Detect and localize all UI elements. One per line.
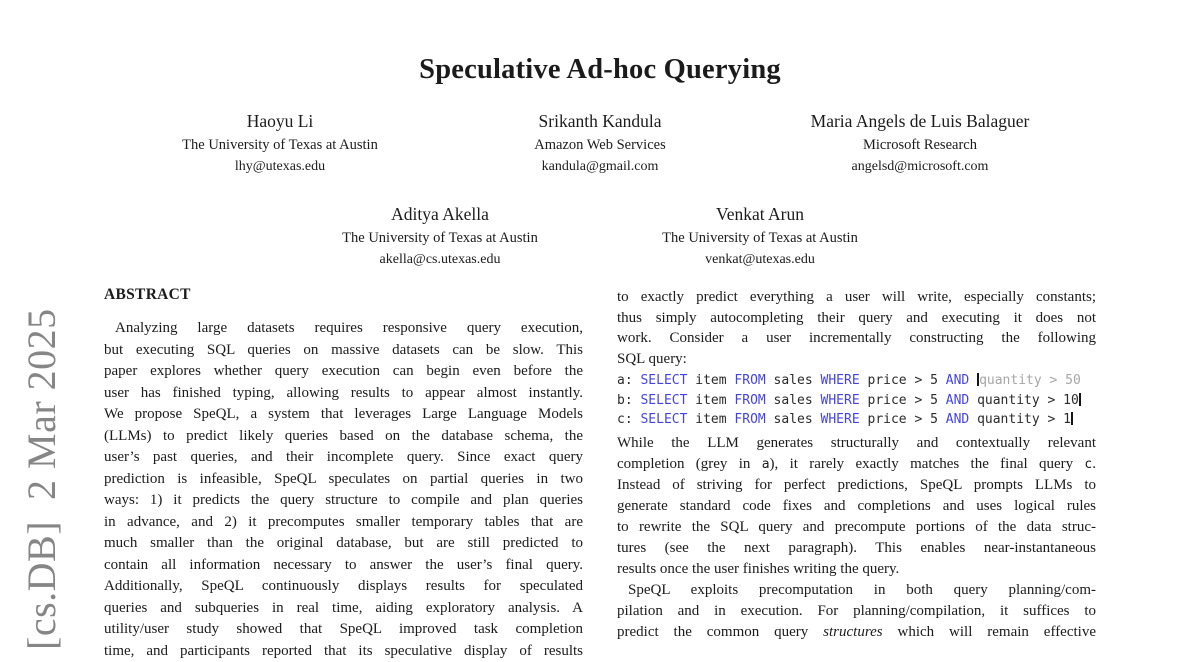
author-block xyxy=(740,108,1100,178)
text-segment: to rewrite the SQL query and precompute portions of the data struc- xyxy=(617,519,1096,535)
text-segment: sales xyxy=(766,393,821,408)
text-segment: sales xyxy=(766,412,821,427)
body-line xyxy=(104,340,583,362)
body-line xyxy=(104,555,583,577)
paper-title: Speculative Ad-hoc Querying xyxy=(0,54,1200,86)
author-affiliation: The University of Texas at Austin xyxy=(260,227,620,249)
body-line xyxy=(617,538,1096,559)
author-name: Maria Angels de Luis Balaguer xyxy=(740,108,1100,134)
text-segment: WHERE xyxy=(821,412,860,427)
body-line xyxy=(617,328,1096,349)
author-name: Aditya Akella xyxy=(260,201,620,227)
author-email: angelsd@microsoft.com xyxy=(740,156,1100,178)
author-affiliation: The University of Texas at Austin xyxy=(580,227,940,249)
author-affiliation: Amazon Web Services xyxy=(420,134,780,156)
author-email: lhy@utexas.edu xyxy=(100,156,460,178)
text-segment: quantity > 1 xyxy=(969,412,1071,427)
text-segment: contain all information necessary to answer the user’s final query. xyxy=(104,557,583,573)
body-line xyxy=(617,349,1096,370)
author-affiliation: Microsoft Research xyxy=(740,134,1100,156)
text-segment: Additionally, SpeQL continuously displays results for speculated xyxy=(104,578,583,594)
body-line xyxy=(104,447,583,469)
text-segment: quantity > 50 xyxy=(979,373,1081,388)
body-line xyxy=(104,576,583,598)
text-segment: ways: 1) it predicts the query structure to compile and plan queries xyxy=(104,492,583,508)
text-segment: prediction is infeasible, SpeQL speculates on partial queries in two xyxy=(104,471,583,487)
arxiv-watermark: [cs.DB] 2 Mar 2025 xyxy=(18,308,65,650)
text-segment: ), it rarely exactly matches the final query xyxy=(770,456,1085,472)
body-line xyxy=(617,454,1096,475)
text-segment: We propose SpeQL, a system that leverages Large Language Models xyxy=(104,406,583,422)
text-segment xyxy=(969,373,977,388)
body-line xyxy=(104,318,583,340)
text-segment: AND xyxy=(946,393,969,408)
text-segment: user has finished typing, allowing results to appear almost instantly. xyxy=(104,385,583,401)
abstract-heading: ABSTRACT xyxy=(104,286,191,304)
text-segment: SELECT xyxy=(640,412,687,427)
body-line xyxy=(617,601,1096,622)
text-segment: item xyxy=(687,393,734,408)
text-segment: to exactly predict everything a user will write, especially constants; xyxy=(617,289,1096,305)
author-email: kandula@gmail.com xyxy=(420,156,780,178)
text-cursor xyxy=(1071,412,1072,425)
author-block xyxy=(100,108,460,178)
body-paragraph xyxy=(617,580,1096,643)
body-line xyxy=(104,598,583,620)
text-segment: time, and participants reported that its speculative display of results xyxy=(104,643,583,659)
author-block xyxy=(580,201,940,271)
text-segment: SpeQL exploits precomputation in both query planning/com- xyxy=(628,582,1096,598)
body-line xyxy=(104,469,583,491)
text-segment: While the LLM generates structurally and contextually relevant xyxy=(617,435,1096,451)
body-line xyxy=(617,308,1096,329)
body-line xyxy=(617,496,1096,517)
text-segment: predict the common query xyxy=(617,624,823,640)
body-paragraph xyxy=(617,433,1096,580)
text-segment: sales xyxy=(766,373,821,388)
body-line xyxy=(617,475,1096,496)
text-segment: a: xyxy=(617,373,640,388)
text-segment: WHERE xyxy=(821,373,860,388)
body-line xyxy=(617,517,1096,538)
text-segment: FROM xyxy=(734,393,765,408)
author-name: Haoyu Li xyxy=(100,108,460,134)
text-segment: which will remain effective xyxy=(883,624,1096,640)
author-name: Srikanth Kandula xyxy=(420,108,780,134)
text-segment: results once the user finishes writing the query. xyxy=(617,561,899,577)
text-segment: work. Consider a user incrementally constructing the following xyxy=(617,330,1096,346)
body-line xyxy=(104,533,583,555)
text-segment: in advance, and 2) it precomputes smaller temporary tables that are xyxy=(104,514,583,530)
text-segment: Analyzing large datasets requires responsive query execution, xyxy=(115,320,583,336)
text-segment: (LLMs) to predict likely queries based on the database schema, the xyxy=(104,428,583,444)
text-segment: completion (grey in xyxy=(617,456,762,472)
text-segment: item xyxy=(687,373,734,388)
author-block xyxy=(420,108,780,178)
code-line xyxy=(617,391,1096,411)
author-email: venkat@utexas.edu xyxy=(580,249,940,271)
body-line xyxy=(104,490,583,512)
text-segment: paper explores whether query execution can begin even before the xyxy=(104,363,583,379)
text-segment: tures (see the next paragraph). This enables near-instantaneous xyxy=(617,540,1096,556)
text-segment: generate standard code fixes and completions and uses logical rules xyxy=(617,498,1096,514)
text-segment: utility/user study showed that SpeQL improved task completion xyxy=(104,621,583,637)
text-segment: SELECT xyxy=(640,373,687,388)
text-segment: Instead of striving for perfect predictions, SpeQL prompts LLMs to xyxy=(617,477,1096,493)
text-segment: SQL query: xyxy=(617,351,687,367)
author-block xyxy=(260,201,620,271)
body-line xyxy=(104,361,583,383)
text-segment: price > 5 xyxy=(860,412,946,427)
text-cursor xyxy=(1079,393,1080,406)
text-segment: item xyxy=(687,412,734,427)
text-segment: pilation and in execution. For planning/compilation, it suffices to xyxy=(617,603,1096,619)
abstract-text xyxy=(104,318,583,662)
text-segment: price > 5 xyxy=(860,373,946,388)
body-line xyxy=(617,622,1096,643)
body-line xyxy=(617,433,1096,454)
text-segment: price > 5 xyxy=(860,393,946,408)
text-segment: user’s past queries, and their incomplete query. Since exact query xyxy=(104,449,583,465)
body-line xyxy=(617,580,1096,601)
body-line xyxy=(617,287,1096,308)
body-line xyxy=(104,619,583,641)
body-line xyxy=(104,641,583,662)
text-segment: FROM xyxy=(734,373,765,388)
text-segment: quantity > 10 xyxy=(969,393,1079,408)
author-affiliation: The University of Texas at Austin xyxy=(100,134,460,156)
text-segment: AND xyxy=(946,412,969,427)
body-line xyxy=(104,383,583,405)
body-line xyxy=(617,559,1096,580)
author-name: Venkat Arun xyxy=(580,201,940,227)
text-segment: FROM xyxy=(734,412,765,427)
text-segment: but executing SQL queries on massive datasets can be slow. This xyxy=(104,342,583,358)
body-line xyxy=(104,404,583,426)
body-line xyxy=(104,426,583,448)
text-segment: AND xyxy=(946,373,969,388)
text-segment: WHERE xyxy=(821,393,860,408)
text-segment: c: xyxy=(617,412,640,427)
body-paragraph xyxy=(617,287,1096,369)
code-line xyxy=(617,410,1096,430)
sql-code-block xyxy=(617,371,1096,430)
code-line xyxy=(617,371,1096,391)
text-segment: thus simply autocompleting their query and executing it does not xyxy=(617,310,1096,326)
text-segment: much smaller than the original database, but are still predicted to xyxy=(104,535,583,551)
text-segment: . xyxy=(1092,456,1096,472)
text-segment: queries and subqueries in real time, aiding exploratory analysis. A xyxy=(104,600,583,616)
text-segment: c xyxy=(1084,457,1092,472)
body-line xyxy=(104,512,583,534)
text-segment: a xyxy=(762,457,770,472)
author-email: akella@cs.utexas.edu xyxy=(260,249,620,271)
text-segment: SELECT xyxy=(640,393,687,408)
text-segment: b: xyxy=(617,393,640,408)
text-segment: structures xyxy=(823,624,882,640)
